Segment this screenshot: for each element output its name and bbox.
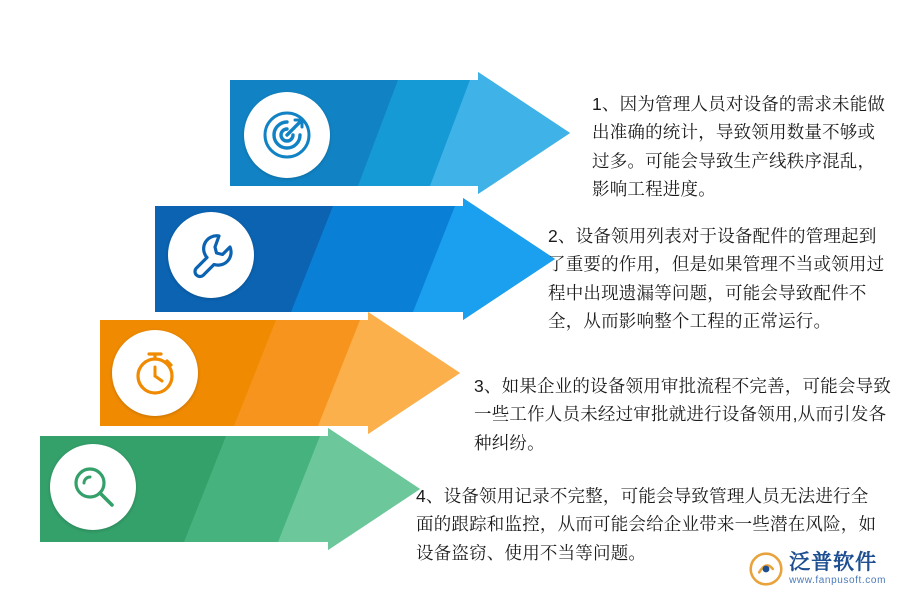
logo-mark-icon — [749, 552, 783, 586]
item-text-4: 4、设备领用记录不完整，可能会导致管理人员无法进行全面的跟踪和监控，从而可能会给企业带来一些潜在风险，如设备盗窃、使用不当等问题。 — [416, 486, 877, 563]
item-text-2: 2、设备领用列表对于设备配件的管理起到了重要的作用，但是如果管理不当或领用过程中出现遗漏等问题，可能会导致配件不全，从而影响整个工程的正常运行。 — [548, 226, 885, 332]
item-text-1: 1、因为管理人员对设备的需求未能做出准确的统计，导致领用数量不够或过多。可能会导致生产线秩序混乱，影响工程进度。 — [592, 94, 886, 200]
icon-badge-2 — [168, 212, 254, 298]
item-text-3: 3、如果企业的设备领用审批流程不完善，可能会导致一些工作人员未经过审批就进行设备领用,从而引发各种纠纷。 — [474, 376, 892, 453]
logo-title: 泛普软件 — [789, 551, 878, 574]
icon-badge-3 — [112, 330, 198, 416]
logo-subtitle: www.fanpusoft.com — [789, 575, 886, 586]
logo-text — [789, 552, 886, 586]
icon-badge-1 — [244, 92, 330, 178]
icon-badge-4 — [50, 444, 136, 530]
stopwatch-icon — [129, 347, 181, 399]
wrench-icon — [186, 230, 236, 280]
target-arrow-icon — [261, 109, 313, 161]
brand-logo — [749, 552, 886, 586]
search-magnifier-icon — [67, 461, 119, 513]
